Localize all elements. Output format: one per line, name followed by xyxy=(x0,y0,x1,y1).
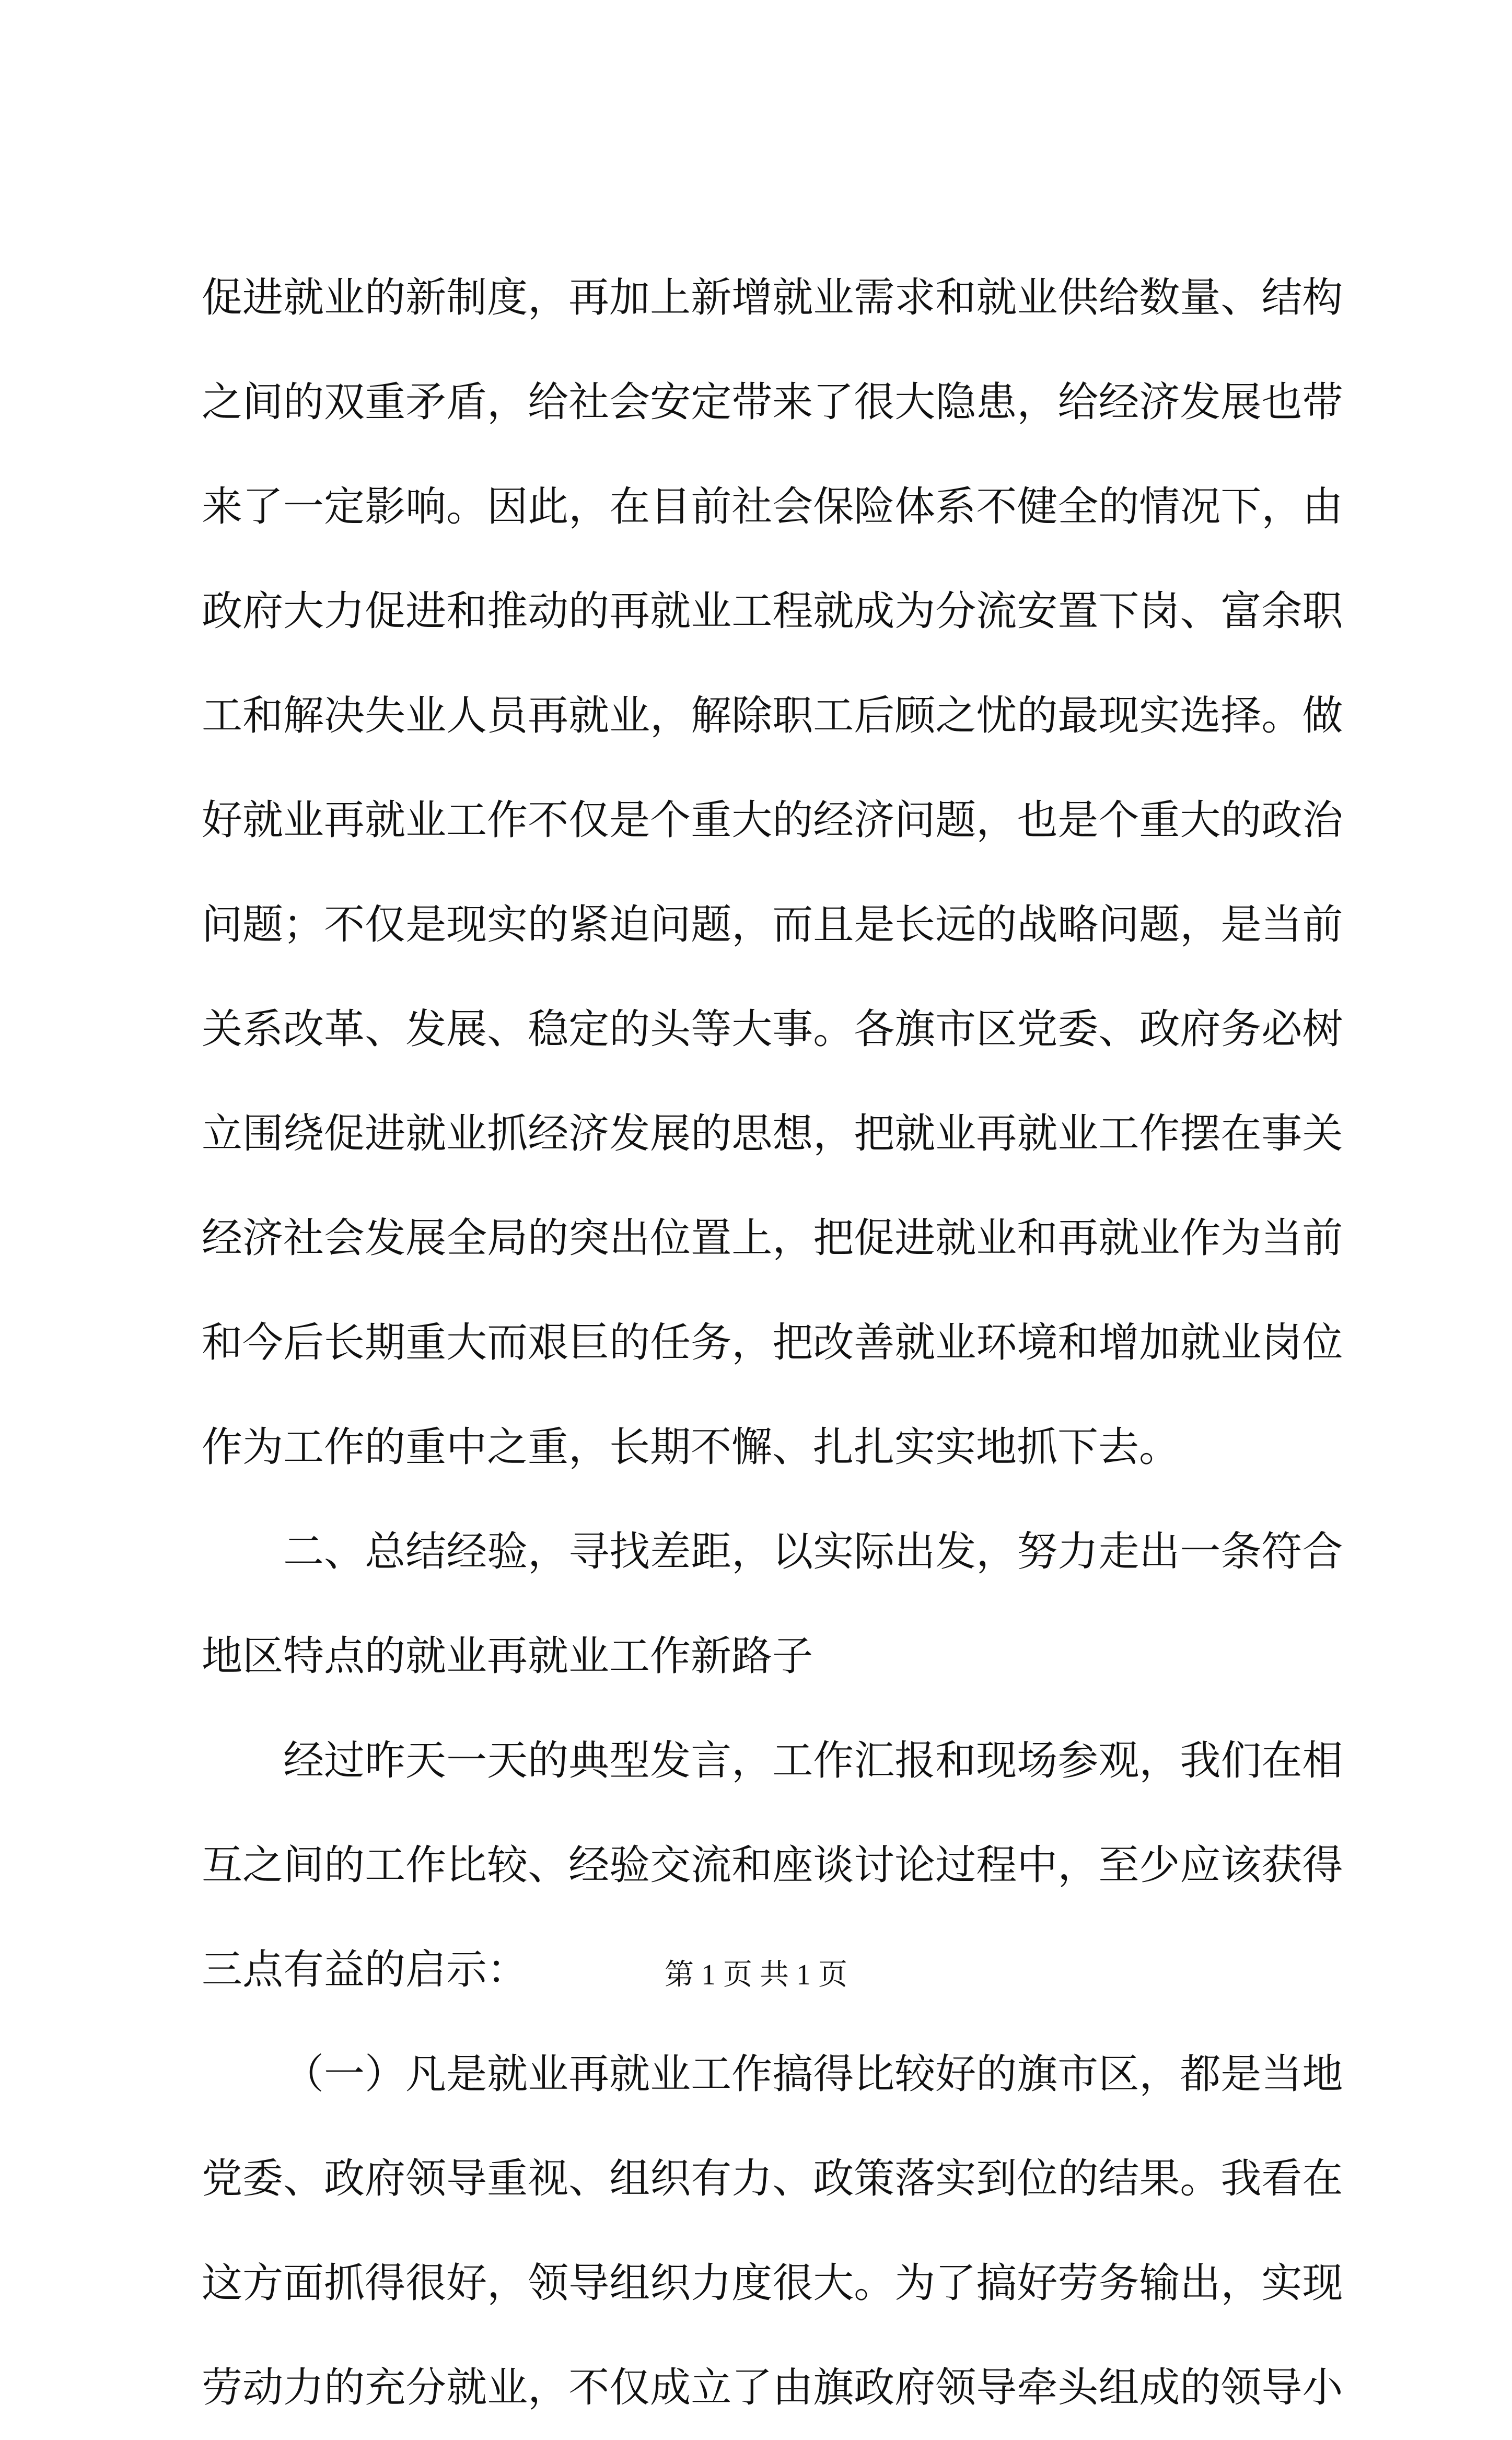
text-line: 好 就 业 再 就 业 工 作 不 仅 是 个 重 大 的 经 济 问 题 ， 也 是 个 重 大 的 政 治 xyxy=(202,797,1343,844)
text-line: 促 进 就 业 的 新 制 度 ， 再 加 上 新 增 就 业 需 求 和 就 业 供 给 数 量 、 结 构 xyxy=(202,274,1343,321)
text-line: 经 济 社 会 发 展 全 局 的 突 出 位 置 上 ， 把 促 进 就 业 和 再 就 业 作 为 当 前 xyxy=(202,1215,1343,1262)
text-line: 这 方 面 抓 得 很 好 ， 领 导 组 织 力 度 很 大 。 为 了 搞 好 劳 务 输 出 ， 实 现 xyxy=(202,2260,1343,2307)
text-line: 三点有益的启示： xyxy=(202,1946,528,1993)
text-line: 立 围 绕 促 进 就 业 抓 经 济 发 展 的 思 想 ， 把 就 业 再 就 业 工 作 摆 在 事 关 xyxy=(202,1110,1343,1157)
text-line: 作为工作的重中之重，长期不懈、扎扎实实地抓下去。 xyxy=(202,1424,1180,1471)
text-line: 和 今 后 长 期 重 大 而 艰 巨 的 任 务 ， 把 改 善 就 业 环 境 和 增 加 就 业 岗 位 xyxy=(202,1319,1343,1366)
text-line: 地区特点的就业再就业工作新路子 xyxy=(202,1633,813,1680)
document-body xyxy=(202,246,1343,2440)
text-line: 政 府 大 力 促 进 和 推 动 的 再 就 业 工 程 就 成 为 分 流 安 置 下 岗 、 富 余 职 xyxy=(202,588,1343,635)
text-line: 经 过 昨 天 一 天 的 典 型 发 言 ， 工 作 汇 报 和 现 场 参 观 ， 我 们 在 相 xyxy=(283,1737,1343,1784)
text-line: 党 委 、 政 府 领 导 重 视 、 组 织 有 力 、 政 策 落 实 到 位 的 结 果 。 我 看 在 xyxy=(202,2155,1343,2202)
text-line: 二 、 总 结 经 验 ， 寻 找 差 距 ， 以 实 际 出 发 ， 努 力 走 出 一 条 符 合 xyxy=(283,1528,1343,1575)
text-line: 劳 动 力 的 充 分 就 业 ， 不 仅 成 立 了 由 旗 政 府 领 导 牵 头 组 成 的 领 导 小 xyxy=(202,2364,1343,2411)
text-line: 关 系 改 革 、 发 展 、 稳 定 的 头 等 大 事 。 各 旗 市 区 党 委 、 政 府 务 必 树 xyxy=(202,1006,1343,1053)
text-line: 互 之 间 的 工 作 比 较 、 经 验 交 流 和 座 谈 讨 论 过 程 中 ， 至 少 应 该 获 得 xyxy=(202,1842,1343,1889)
text-line: 之 间 的 双 重 矛 盾 ， 给 社 会 安 定 带 来 了 很 大 隐 患 ， 给 经 济 发 展 也 带 xyxy=(202,379,1343,426)
text-line: （ 一 ） 凡 是 就 业 再 就 业 工 作 搞 得 比 较 好 的 旗 市 区 ， 都 是 当 地 xyxy=(283,2051,1343,2098)
text-line: 问 题 ； 不 仅 是 现 实 的 紧 迫 问 题 ， 而 且 是 长 远 的 战 略 问 题 ， 是 当 前 xyxy=(202,901,1343,948)
text-line: 来 了 一 定 影 响 。 因 此 ， 在 目 前 社 会 保 险 体 系 不 健 全 的 情 况 下 ， 由 xyxy=(202,483,1343,530)
page-footer: 第 1 页 共 1 页 xyxy=(665,1959,847,1991)
text-line: 工 和 解 决 失 业 人 员 再 就 业 ， 解 除 职 工 后 顾 之 忧 的 最 现 实 选 择 。 做 xyxy=(202,692,1343,739)
